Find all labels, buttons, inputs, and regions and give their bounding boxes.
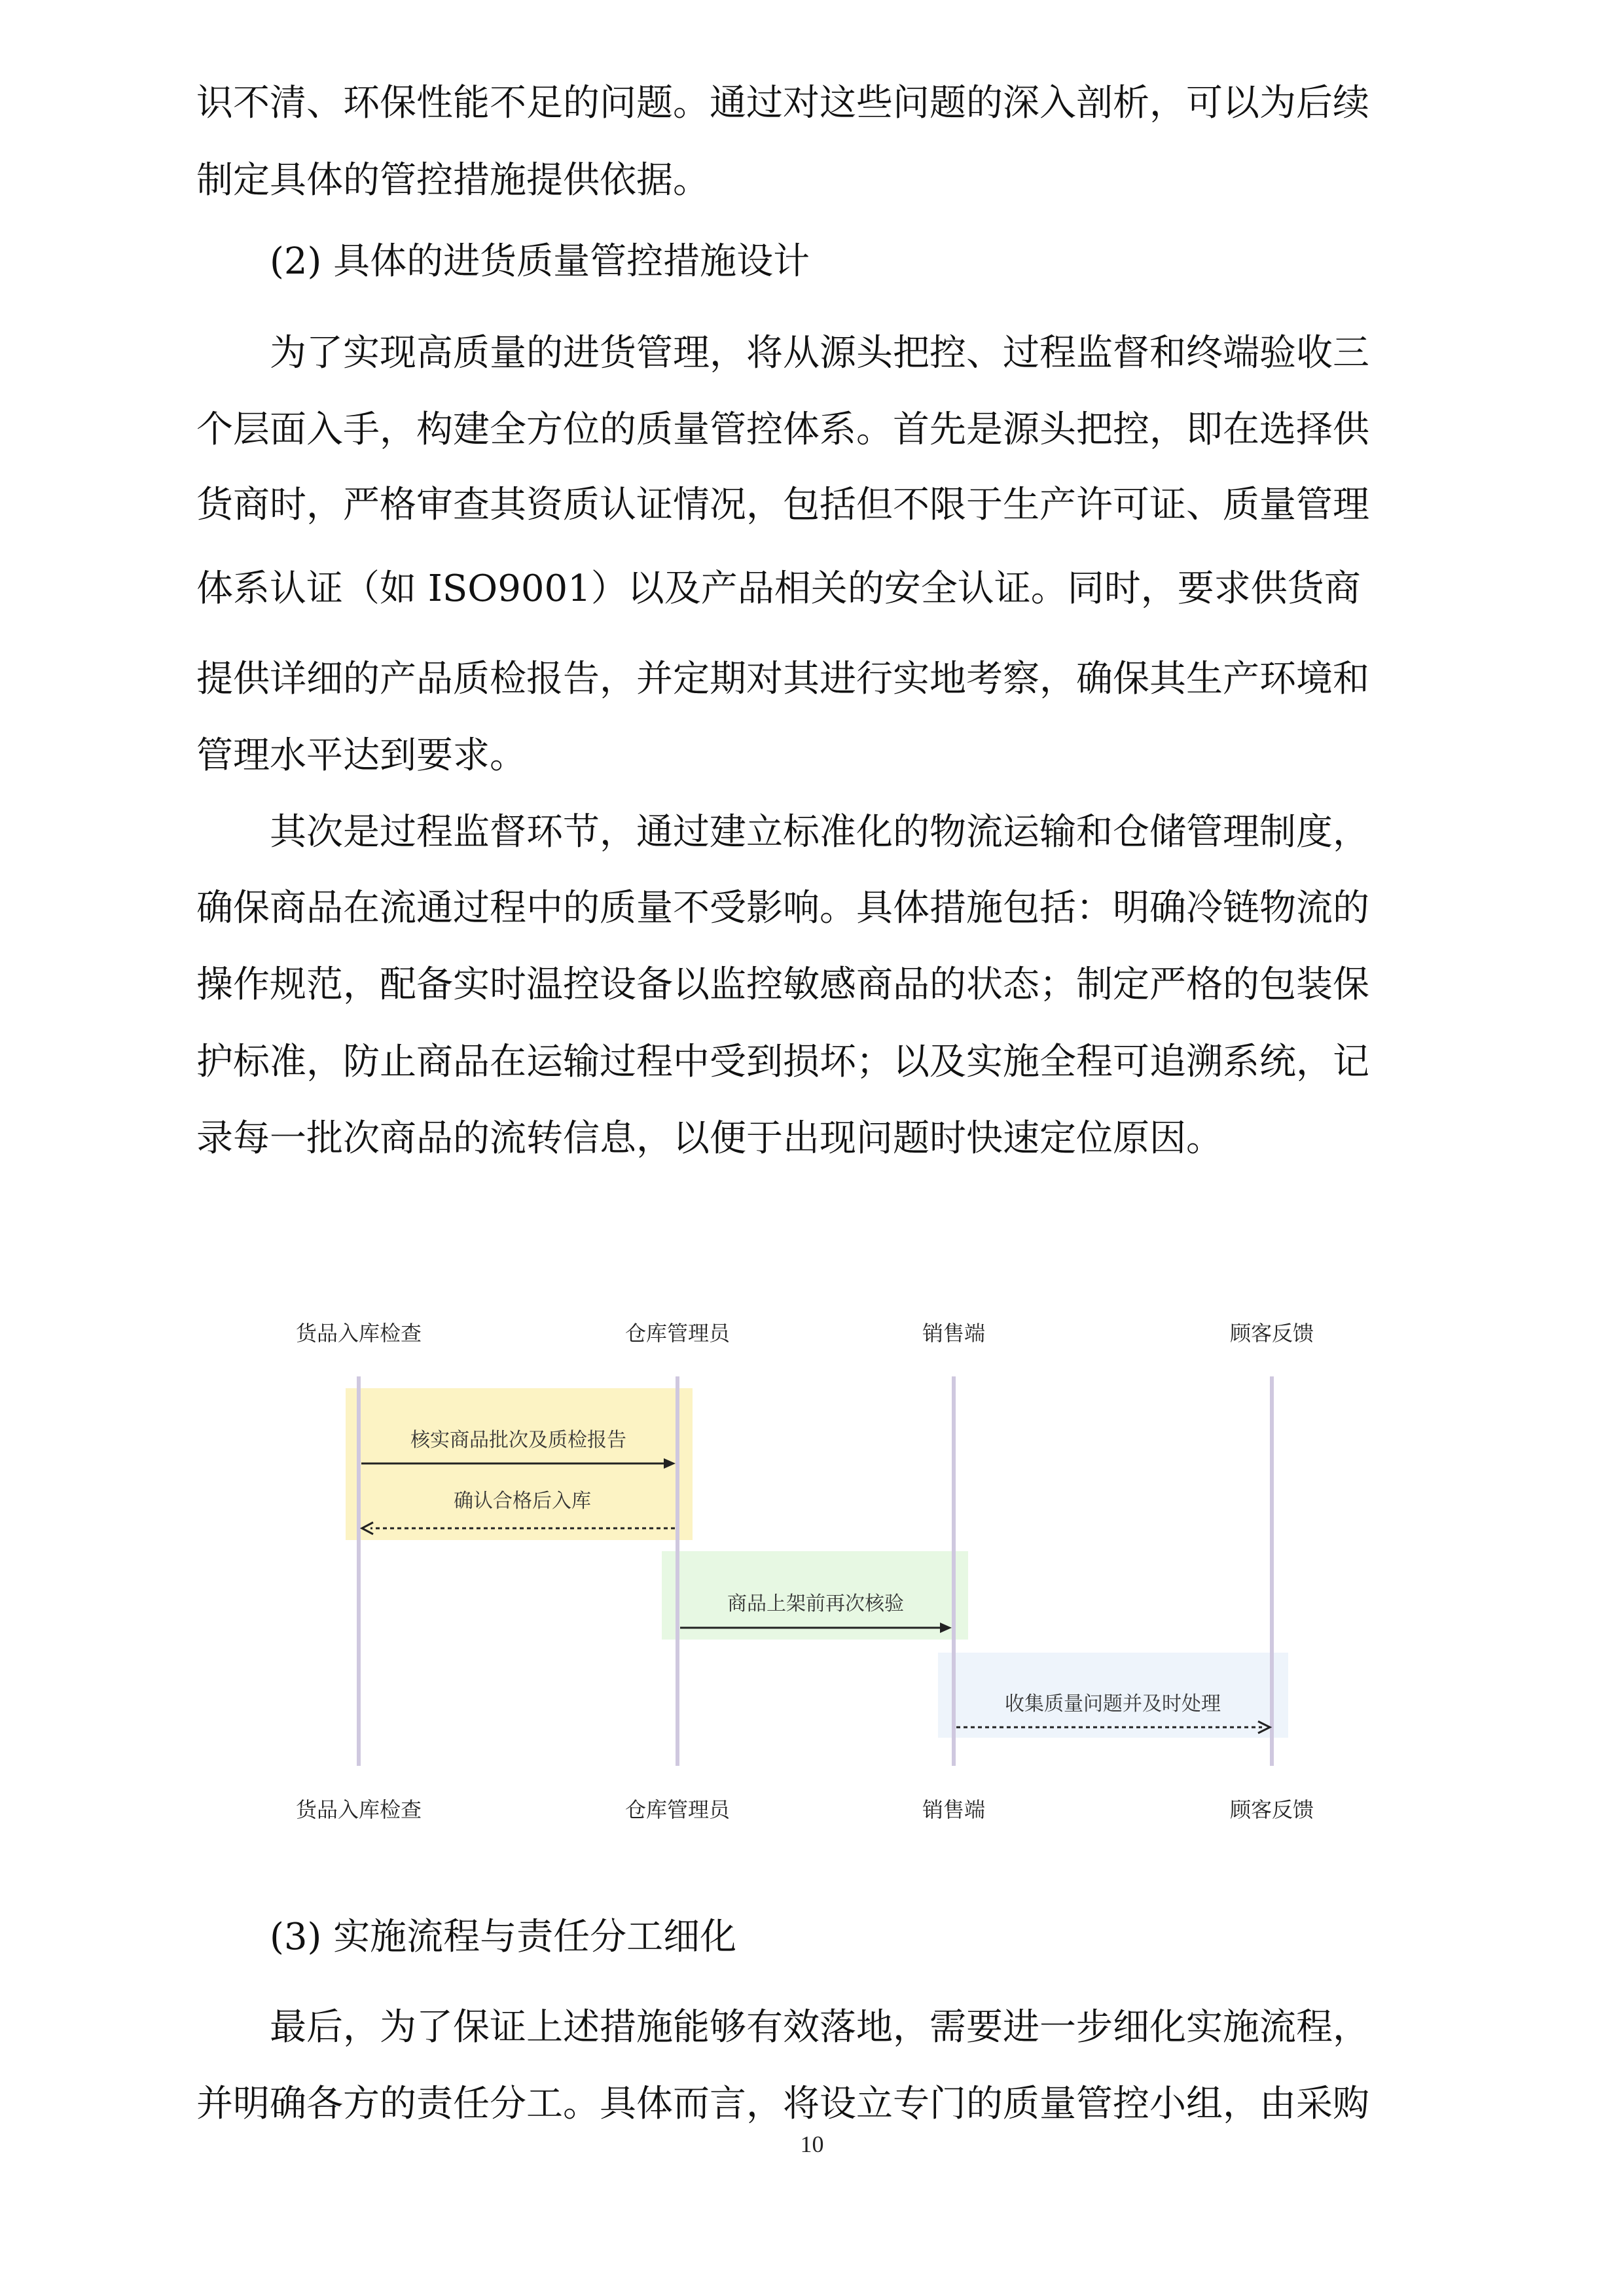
participant-label: 顾客反馈 [1229, 1797, 1314, 1822]
body-line: 货商时，严格审查其资质认证情况，包括但不限于生产许可证、质量管理 [196, 484, 1369, 526]
participant-label: 顾客反馈 [1229, 1321, 1314, 1346]
body-line: 个层面入手，构建全方位的质量管控体系。首先是源头把控，即在选择供 [196, 408, 1369, 451]
body-line: 护标准，防止商品在运输过程中受到损坏；以及实施全程可追溯系统，记 [196, 1041, 1369, 1083]
page-number: 10 [800, 2131, 824, 2157]
section-heading-3: (3) 实施流程与责任分工细化 [270, 1916, 737, 1958]
body-line: 为了实现高质量的进货管理，将从源头把控、过程监督和终端验收三 [270, 332, 1369, 374]
participant-label: 仓库管理员 [624, 1321, 731, 1346]
participant-label: 销售端 [922, 1321, 986, 1346]
body-line: 确保商品在流通过程中的质量不受影响。具体措施包括：明确冷链物流的 [196, 887, 1369, 929]
body-line: 识不清、环保性能不足的问题。通过对这些问题的深入剖析，可以为后续 [196, 82, 1369, 124]
body-line: 操作规范，配备实时温控设备以监控敏感商品的状态；制定严格的包装保 [196, 963, 1369, 1006]
body-line: 提供详细的产品质检报告，并定期对其进行实地考察，确保其生产环境和 [196, 658, 1369, 700]
body-line: 管理水平达到要求。 [196, 734, 526, 777]
message-label: 确认合格后入库 [454, 1490, 591, 1513]
message-label: 收集质量问题并及时处理 [1005, 1693, 1221, 1715]
message-label: 商品上架前再次核验 [727, 1592, 904, 1615]
body-line: 并明确各方的责任分工。具体而言，将设立专门的质量管控小组，由采购 [196, 2083, 1369, 2125]
body-line: 制定具体的管控措施提供依据。 [196, 159, 710, 202]
body-line: 其次是过程监督环节，通过建立标准化的物流运输和仓储管理制度， [270, 811, 1369, 853]
message-label: 核实商品批次及质检报告 [410, 1429, 626, 1452]
section-heading-2: (2) 具体的进货质量管控措施设计 [270, 240, 810, 283]
body-line: 录每一批次商品的流转信息，以便于出现问题时快速定位原因。 [196, 1117, 1223, 1160]
participant-label: 仓库管理员 [624, 1797, 731, 1822]
participant-label: 货品入库检查 [295, 1797, 422, 1822]
participant-label: 货品入库检查 [295, 1321, 422, 1346]
body-line: 体系认证（如 ISO9001）以及产品相关的安全认证。同时，要求供货商 [196, 567, 1361, 610]
participant-label: 销售端 [922, 1797, 986, 1822]
body-line: 最后，为了保证上述措施能够有效落地，需要进一步细化实施流程， [270, 2006, 1369, 2049]
